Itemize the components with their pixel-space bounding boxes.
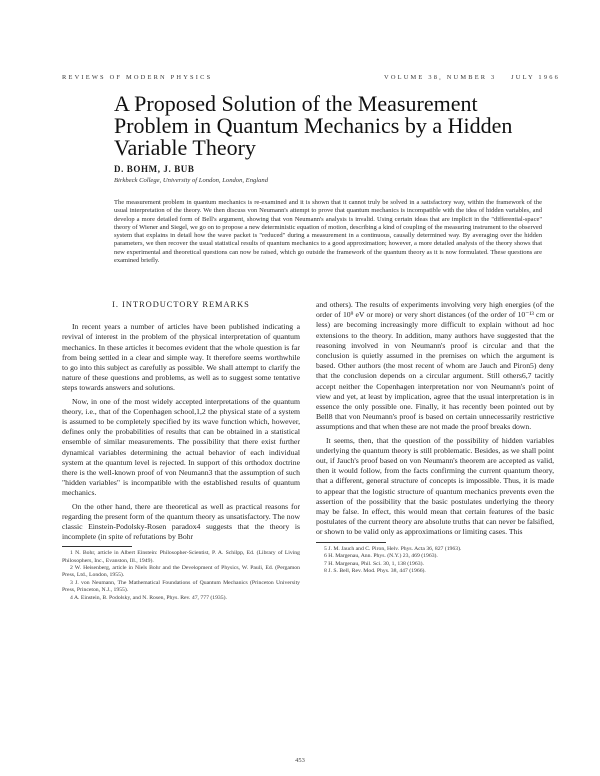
article-authors: D. BOHM, J. BUB (114, 164, 195, 174)
footnote: 2 W. Heisenberg, article in Niels Bohr and the Development of Physics, W. Pauli, Ed. (Pergamon Press, Ltd., London, 1955). (62, 565, 300, 579)
author-affiliation: Birkbeck College, University of London, London, England (114, 177, 269, 184)
article-abstract: The measurement problem in quantum mechanics is re-examined and it is shown that it cannot truly be solved in a satisfactory way, within the framework of the usual interpretation of the theory. We then discuss von Neumann's attempt to prove that quantum mechanics is incompatible with the idea of hidden variables, and develop a more detailed form of Bell's argument, showing that von Neumann's analysis is invalid. Using certain ideas that are implicit in the "differential-space" theory of Wiener and Siegel, we go on to propose a new deterministic equation of motion, describing a kind of coupling of the measuring instrument to the observed system that explains in detail how the wave packet is "reduced" during a measurement in a continuous, causally determined way. By averaging over the hidden parameters, we then recover the usual statistical results of quantum mechanics to a good approximation; however, a more detailed analysis of the theory shows that new experimental and theoretical questions can now be raised, which go outside the framework of the quantum theory as it is now formulated. These questions are examined briefly. (114, 199, 542, 265)
body-paragraph: On the other hand, there are theoretical as well as practical reasons for regarding the present form of the quantum theory as unsatisfactory. The now classic Einstein-Podolsky-Rosen paradox4 suggests that the theory is incomplete (in spite of refutations by Bohr (62, 501, 300, 542)
running-head-journal: REVIEWS OF MODERN PHYSICS (62, 74, 213, 81)
body-paragraph: In recent years a number of articles have been published indicating a revival of interest in the problem of the physical interpretation of quantum mechanics. In these articles it becomes evident that the whole question is far from being settled in a clear and simple way. It therefore seems worthwhile to go into this subject as carefully as possible. We shall attempt to clarify the nature of these questions and problems, as well as to suggest some tentative steps towards answers and solutions. (62, 322, 300, 393)
footnotes-left (62, 550, 300, 602)
footnotes-right (316, 546, 554, 576)
footnote: 8 J. S. Bell, Rev. Mod. Phys. 38, 447 (1966). (324, 568, 426, 575)
section-heading: I. INTRODUCTORY REMARKS (112, 300, 250, 309)
body-paragraph: It seems, then, that the question of the possibility of hidden variables underlying the quantum theory is still problematic. Besides, as we shall point out, if Jauch's proof based on von Neumann's theorem are accepted as valid, then it would follow, from the facts confirming the current quantum theory, that a different, general structure of concepts is impossible. Thus, it is made to appear that the logistic structure of quantum mechanics prevents even the assertion of the possibility that the basic postulates underlying the theory may be false. In effect, this would mean that certain features of the basic postulates of the current theory are absolute truths that can never be falsified, or shown to be valid only as approximations or limiting cases. This (316, 435, 554, 537)
right-column (316, 300, 554, 576)
running-head-date: JULY 1966 (511, 74, 560, 81)
footnote: 6 H. Margenau, Ann. Phys. (N.Y.) 23, 469 (1963). (324, 553, 438, 560)
footnote: 1 N. Bohr, article in Albert Einstein: Philosopher-Scientist, P. A. Schilpp, Ed. (Library of Living Philosophers, Inc., Evanston, Ill., 1949). (62, 550, 300, 564)
page-number: 453 (295, 757, 305, 764)
body-paragraph: and others). The results of experiments involving very high energies (of the order of 10⁹ eV or more) or very short distances (of the order of 10⁻¹³ cm or less) are becoming increasingly more difficult to explain without ad hoc extensions to the theory. In addition, many authors have suggested that the reasoning involved in von Neumann's proof is circular and that the conclusion is quietly assumed in the premises on which the argument is based. Other authors (the most recent of whom are Jauch and Piron5) deny that the conclusion depends on a circular argument. Still others6,7 tacitly accept neither the Copenhagen interpretation nor von Neumann's point of view and yet, at least by implication, agree that the usual interpretation is in essence the only possible one. Finally, it has recently been pointed out by Bell8 that von Neumann's proof is based on certain unnecessarily restrictive assumptions and that when these are not made the proof breaks down. (316, 300, 554, 432)
article-title: A Proposed Solution of the Measurement Problem in Quantum Mechanics by a Hidden Variable Theory (114, 91, 513, 160)
footnote: 5 J. M. Jauch and C. Piron, Helv. Phys. Acta 36, 827 (1963). (324, 545, 462, 552)
footnote: 4 A. Einstein, B. Podolsky, and N. Rosen, Phys. Rev. 47, 777 (1935). (70, 594, 227, 601)
footnote: 7 H. Margenau, Phil. Sci. 30, 1, 138 (1963). (324, 560, 424, 567)
left-column (62, 300, 300, 602)
footnote-divider (62, 546, 132, 547)
footnote-divider (316, 542, 386, 543)
body-paragraph: Now, in one of the most widely accepted interpretations of the quantum theory, i.e., that of the Copenhagen school,1,2 the physical state of a system is assumed to be completely specified by its wave function which, however, defines only the probabilities of results that can be obtained in a statistical ensemble of similar measurements. The possibility that there exist further dynamical variables determining the actual behavior of each individual system at the quantum level is rejected. In support of this orthodox doctrine there is the well-known proof of von Neumann3 that the assumption of such "hidden variables" is incompatible with the established results of quantum mechanics. (62, 396, 300, 498)
running-head-volume: VOLUME 38, NUMBER 3 (384, 74, 497, 81)
footnote: 3 J. von Neumann, The Mathematical Foundations of Quantum Mechanics (Princeton University Press, Princeton, N.J., 1955). (62, 580, 300, 594)
